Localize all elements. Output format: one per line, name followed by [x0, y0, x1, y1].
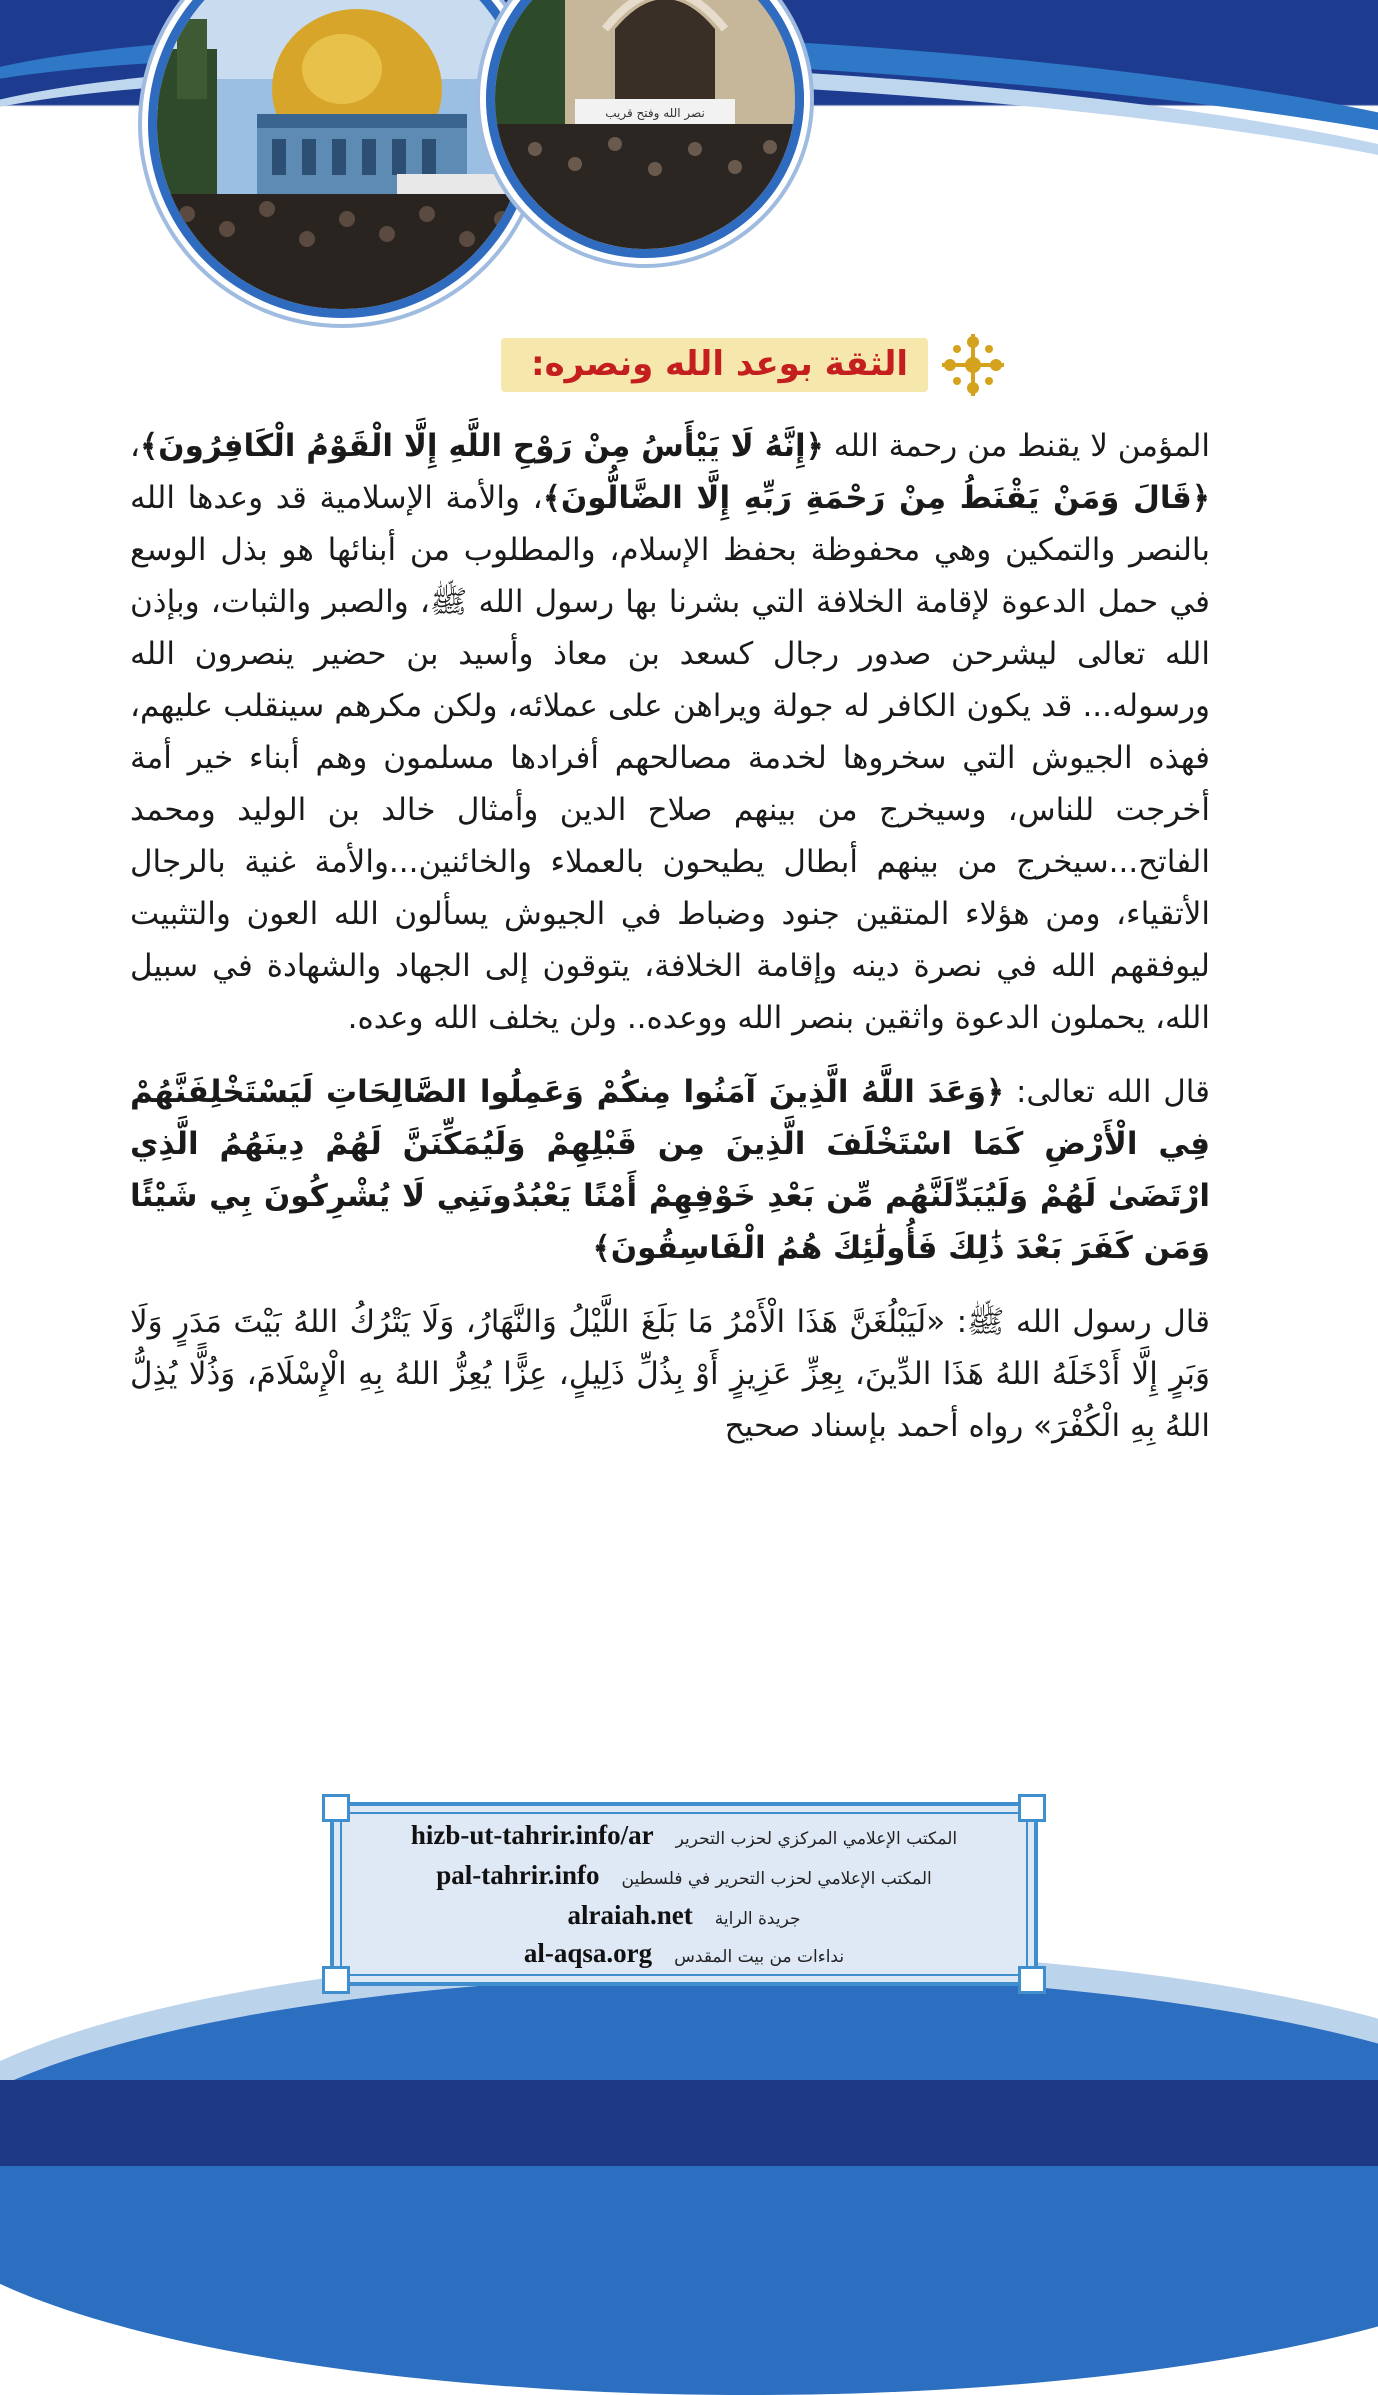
link-label: جريدة الراية — [714, 1909, 801, 1929]
paragraph-text: ، والأمة الإسلامية قد وعدها الله بالنصر والتمكين وهي محفوظة بحفظ الإسلام، والمطلوب من أبنائها هو بذل الوسع في حمل الدعوة لإقامة الخلافة التي بشرنا بها رسول الله ﷺ، والصبر والثبات، وبإذن الله تعالى ليشرحن صدور رجال كسعد بن معاذ وأسيد بن حضير ينصرون الله ورسوله... قد يكون الكافر له جولة ويراهن على عملائه، ولكن مكرهم سينقلب عليهم، فهذه الجيوش التي سخروها لخدمة مصالحهم أفرادها مسلمون وهم أبناء خير أمة أخرجت للناس، وسيخرج من بينهم صلاح الدين وأمثال خالد بن الوليد ومحمد الفاتح...سيخرج من بينهم أبطال يطيحون بالعملاء والخائنين...والأمة غنية بالرجال الأتقياء، ومن هؤلاء المتقين جنود وضباط في الجيوش يسألون الله العون والتثبيت ليوفقهم الله في نصرة دينه وإقامة الخلافة، يتوقون إلى الجهاد والشهادة في سبيل الله، يحملون الدعوة واثقين بنصر الله ووعده.. ولن يخلف الله وعده. — [130, 480, 1210, 1036]
paragraph-intro — [130, 420, 1210, 1044]
heading-box — [501, 338, 928, 392]
link-url[interactable]: pal-tahrir.info — [436, 1860, 600, 1890]
paragraph-text: ، — [130, 428, 141, 464]
link-url[interactable]: al-aqsa.org — [523, 1938, 653, 1968]
bottom-navy-band — [0, 2080, 1378, 2166]
paragraph-hadith — [130, 1296, 1210, 1452]
paragraph-text: قال رسول الله ﷺ: — [945, 1304, 1210, 1340]
quran-verse: ﴿إِنَّهُ لَا يَيْأَسُ مِنْ رَوْحِ اللَّهِ إِلَّا الْقَوْمُ الْكَافِرُونَ﴾ — [140, 428, 824, 464]
hadith-text: «لَيَبْلُغَنَّ هَذَا الْأَمْرُ مَا بَلَغَ اللَّيْلُ وَالنَّهَارُ، وَلَا يَتْرُكُ اللهُ بَيْتَ مَدَرٍ وَلَا وَبَرٍ إِلَّا أَدْخَلَهُ اللهُ هَذَا الدِّينَ، بِعِزِّ عَزِيزٍ أَوْ بِذُلِّ ذَلِيلٍ، عِزًّا يُعِزُّ اللهُ بِهِ الْإِسْلَامَ، وَذُلًّا يُذِلُّ اللهُ بِهِ الْكُفْرَ» — [130, 1304, 1210, 1444]
quran-verse: ﴿وَعَدَ اللَّهُ الَّذِينَ آمَنُوا مِنكُمْ وَعَمِلُوا الصَّالِحَاتِ لَيَسْتَخْلِفَنَّهُمْ فِي الْأَرْضِ كَمَا اسْتَخْلَفَ الَّذِينَ مِن قَبْلِهِمْ وَلَيُمَكِّنَنَّ لَهُمْ دِينَهُمُ الَّذِي ارْتَضَىٰ لَهُمْ وَلَيُبَدِّلَنَّهُم مِّن بَعْدِ خَوْفِهِمْ أَمْنًا يَعْبُدُونَنِي لَا يُشْرِكُونَ بِي شَيْئًا وَمَن كَفَرَ بَعْدَ ذَٰلِكَ فَأُولَٰئِكَ هُمُ الْفَاسِقُونَ﴾ — [130, 1074, 1210, 1266]
paragraph-text: رواه أحمد بإسناد صحيح — [724, 1408, 1034, 1444]
corner-ornament — [322, 1794, 350, 1822]
paragraph-text: قال الله تعالى: — [1004, 1074, 1211, 1110]
corner-ornament — [1018, 1966, 1046, 1994]
link-label: المكتب الإعلامي المركزي لحزب التحرير — [675, 1829, 958, 1849]
corner-ornament — [1018, 1794, 1046, 1822]
link-row — [334, 1860, 1034, 1891]
link-label: نداءات من بيت المقدس — [674, 1947, 845, 1967]
link-row — [334, 1938, 1034, 1969]
link-row — [334, 1900, 1034, 1931]
quran-verse: ﴿قَالَ وَمَنْ يَقْنَطُ مِنْ رَحْمَةِ رَبِّهِ إِلَّا الضَّالُّونَ﴾ — [542, 480, 1211, 516]
bottom-blue-wave — [0, 1975, 1378, 2395]
paragraph-verse — [130, 1066, 1210, 1274]
links-box — [330, 1802, 1038, 1986]
ornament-icon — [938, 330, 1008, 400]
page-title: الثقة بوعد الله ونصره: — [531, 344, 908, 384]
link-url[interactable]: hizb-ut-tahrir.info/ar — [410, 1820, 654, 1850]
main-content — [130, 420, 1210, 1474]
link-row — [334, 1820, 1034, 1851]
corner-ornament — [322, 1966, 350, 1994]
link-url[interactable]: alraiah.net — [567, 1900, 693, 1930]
link-label: المكتب الإعلامي لحزب التحرير في فلسطين — [621, 1869, 932, 1889]
section-heading — [501, 330, 1008, 400]
paragraph-text: المؤمن لا يقنط من رحمة الله — [823, 428, 1211, 464]
photo-banner-text: نصر الله وفتح قريب — [605, 106, 705, 120]
